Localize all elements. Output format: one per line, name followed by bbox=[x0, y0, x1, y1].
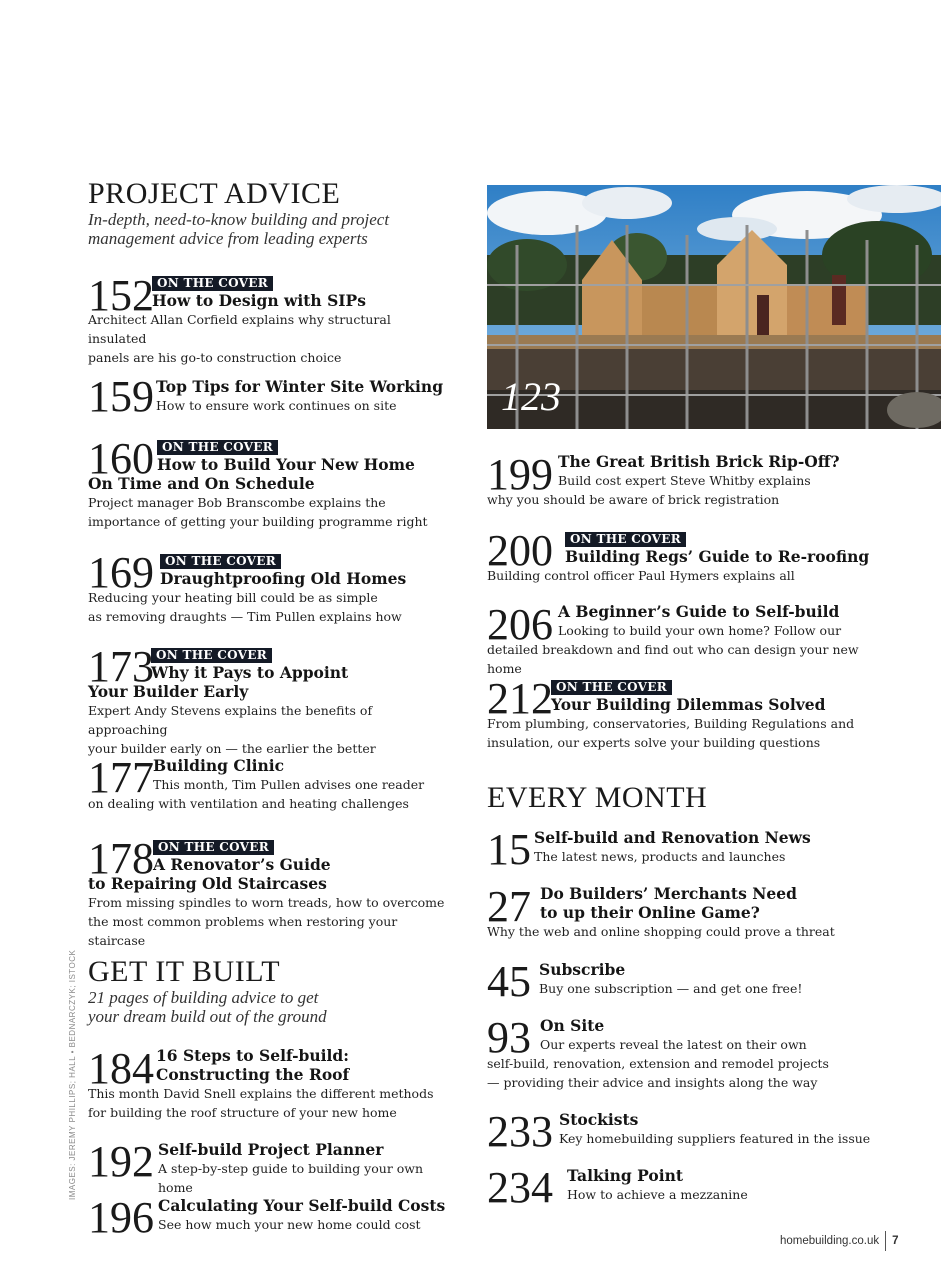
section-title-project-advice: PROJECT ADVICE bbox=[88, 177, 341, 210]
on-the-cover-badge: ON THE COVER bbox=[151, 648, 272, 663]
entry-description: why you should be aware of brick registration bbox=[487, 492, 780, 507]
entry-headline: Your Building Dilemmas Solved bbox=[551, 695, 826, 714]
page-number: 199 bbox=[487, 450, 553, 499]
contents-entry[interactable] bbox=[487, 825, 887, 874]
entry-headline: How to Build Your New Home bbox=[157, 455, 415, 474]
entry-description: detailed breakdown and find out who can design your new home bbox=[487, 642, 859, 676]
page-number-footer: 7 bbox=[892, 1235, 899, 1247]
entry-description: From missing spindles to worn treads, how to overcome bbox=[88, 895, 445, 910]
entry-headline: Subscribe bbox=[539, 960, 626, 979]
page-footer bbox=[780, 1231, 899, 1251]
entry-headline: Draughtproofing Old Homes bbox=[160, 569, 407, 588]
entry-description: Our experts reveal the latest on their own bbox=[540, 1037, 807, 1052]
entry-headline: Talking Point bbox=[567, 1166, 684, 1185]
entry-headline: Stockists bbox=[559, 1110, 639, 1129]
entry-headline: A Beginner’s Guide to Self-build bbox=[558, 602, 840, 621]
entry-headline: Your Builder Early bbox=[88, 682, 249, 701]
entry-headline: Top Tips for Winter Site Working bbox=[156, 377, 444, 396]
entry-description: Looking to build your own home? Follow our bbox=[558, 623, 842, 638]
page-number: 212 bbox=[487, 674, 553, 723]
entry-headline: On Time and On Schedule bbox=[88, 474, 315, 493]
entry-headline: A Renovator’s Guide bbox=[153, 855, 331, 874]
entry-description: From plumbing, conservatories, Building Regulations and bbox=[487, 716, 855, 731]
page-number: 206 bbox=[487, 600, 553, 649]
on-the-cover-badge: ON THE COVER bbox=[157, 440, 278, 455]
contents-entry[interactable] bbox=[88, 1137, 448, 1195]
entry-description: Reducing your heating bill could be as simple bbox=[88, 590, 378, 605]
entry-headline: Do Builders’ Merchants Need bbox=[540, 884, 797, 903]
entry-headline: Calculating Your Self-build Costs bbox=[158, 1196, 446, 1215]
page-number: 15 bbox=[487, 825, 531, 874]
entry-description: Architect Allan Corfield explains why structural insulated bbox=[88, 312, 391, 346]
contents-entry[interactable] bbox=[487, 600, 887, 676]
entry-description: — providing their advice and insights along the way bbox=[487, 1075, 818, 1090]
entry-description: How to achieve a mezzanine bbox=[567, 1187, 748, 1202]
entry-description: This month, Tim Pullen advises one reader bbox=[153, 777, 425, 792]
entry-headline: to up their Online Game? bbox=[540, 903, 760, 922]
right-column bbox=[487, 450, 887, 1212]
page-number: 184 bbox=[88, 1044, 154, 1093]
contents-entry[interactable] bbox=[487, 884, 887, 942]
entry-description: panels are his go-to construction choice bbox=[88, 350, 342, 365]
entry-headline: The Great British Brick Rip-Off? bbox=[558, 452, 840, 471]
on-the-cover-badge: ON THE COVER bbox=[565, 532, 686, 547]
entry-headline: Building Regs’ Guide to Re-roofing bbox=[565, 547, 870, 566]
page-number: 177 bbox=[88, 753, 154, 802]
entry-headline: Self-build Project Planner bbox=[158, 1140, 384, 1159]
entry-description: self-build, renovation, extension and remodel projects bbox=[487, 1056, 829, 1071]
entry-description: Project manager Bob Branscombe explains the bbox=[88, 495, 386, 510]
entry-description: your builder early on — the earlier the better bbox=[88, 741, 376, 756]
feature-photo[interactable] bbox=[487, 185, 941, 429]
entry-description: for building the roof structure of your new home bbox=[88, 1105, 397, 1120]
entry-description: as removing draughts — Tim Pullen explains how bbox=[88, 609, 402, 624]
contents-entry[interactable] bbox=[88, 271, 448, 365]
section-title-get-it-built: GET IT BUILT bbox=[88, 955, 281, 988]
image-credit: IMAGES: JEREMY PHILLIPS; HALL • BEDNARCZYK; ISTOCK bbox=[68, 949, 77, 1200]
contents-entry[interactable] bbox=[88, 550, 448, 622]
entry-headline: How to Design with SIPs bbox=[152, 291, 366, 310]
on-the-cover-badge: ON THE COVER bbox=[153, 840, 274, 855]
entry-description: Building control officer Paul Hymers explains all bbox=[487, 568, 795, 583]
entry-headline: Building Clinic bbox=[153, 756, 285, 775]
page-number: 169 bbox=[88, 548, 154, 597]
page-number: 233 bbox=[487, 1107, 553, 1156]
entry-headline: Constructing the Roof bbox=[156, 1065, 350, 1084]
entry-description: Key homebuilding suppliers featured in the issue bbox=[559, 1131, 871, 1146]
page-number: 178 bbox=[88, 834, 154, 883]
entry-headline: Why it Pays to Appoint bbox=[151, 663, 349, 682]
website-url[interactable]: homebuilding.co.uk bbox=[780, 1235, 880, 1247]
contents-entry[interactable] bbox=[487, 1013, 887, 1092]
page-number: 173 bbox=[88, 642, 154, 691]
entry-description: Expert Andy Stevens explains the benefits of approaching bbox=[88, 703, 373, 737]
entry-description: the most common problems when restoring your staircase bbox=[88, 914, 398, 948]
entry-description: Why the web and online shopping could prove a threat bbox=[487, 924, 835, 939]
contents-entry[interactable] bbox=[88, 753, 448, 814]
contents-entry[interactable] bbox=[88, 834, 448, 948]
entry-description: insulation, our experts solve your building questions bbox=[487, 735, 821, 750]
entry-headline: to Repairing Old Staircases bbox=[88, 874, 327, 893]
page-number: 192 bbox=[88, 1137, 154, 1186]
entry-description: This month David Snell explains the different methods bbox=[88, 1086, 434, 1101]
contents-entry[interactable] bbox=[88, 642, 448, 756]
page-number: 200 bbox=[487, 526, 553, 575]
page-number: 45 bbox=[487, 957, 531, 1006]
on-the-cover-badge: ON THE COVER bbox=[152, 276, 273, 291]
page-number: 160 bbox=[88, 434, 154, 483]
entry-headline: Self-build and Renovation News bbox=[534, 828, 811, 847]
contents-entry[interactable] bbox=[487, 1107, 887, 1156]
footer-divider bbox=[885, 1231, 886, 1251]
section-subtitle: your dream build out of the ground bbox=[88, 1007, 327, 1026]
on-the-cover-badge: ON THE COVER bbox=[160, 554, 281, 569]
entry-description: How to ensure work continues on site bbox=[156, 398, 397, 413]
page-number: 27 bbox=[487, 882, 531, 931]
page-number: 196 bbox=[88, 1193, 154, 1242]
page-number: 234 bbox=[487, 1163, 553, 1212]
page-number: 93 bbox=[487, 1013, 531, 1062]
page-number: 159 bbox=[88, 372, 154, 421]
entry-description: importance of getting your building programme right bbox=[88, 514, 428, 529]
contents-entry[interactable] bbox=[487, 452, 887, 510]
section-subtitle: 21 pages of building advice to get bbox=[88, 988, 319, 1007]
contents-entry[interactable] bbox=[88, 1046, 448, 1122]
contents-entry[interactable] bbox=[88, 372, 448, 421]
entry-description: Build cost expert Steve Whitby explains bbox=[558, 473, 811, 488]
entry-headline: 16 Steps to Self-build: bbox=[156, 1046, 349, 1065]
section-subtitle: management advice from leading experts bbox=[88, 229, 368, 248]
entry-description: Buy one subscription — and get one free! bbox=[539, 981, 803, 996]
contents-entry[interactable] bbox=[487, 957, 887, 1006]
contents-entry[interactable] bbox=[487, 528, 887, 584]
contents-entry[interactable] bbox=[88, 1193, 448, 1242]
page-number: 152 bbox=[88, 271, 154, 320]
entry-description: A step-by-step guide to building your own home bbox=[158, 1161, 424, 1195]
left-column bbox=[88, 177, 448, 1242]
section-title-every-month: EVERY MONTH bbox=[487, 781, 708, 814]
on-the-cover-badge: ON THE COVER bbox=[551, 680, 672, 695]
contents-entry[interactable] bbox=[88, 436, 448, 528]
photo-page-number: 123 bbox=[501, 374, 561, 419]
contents-entry[interactable] bbox=[487, 676, 887, 752]
entry-description: The latest news, products and launches bbox=[534, 849, 786, 864]
section-subtitle: In-depth, need-to-know building and project bbox=[88, 210, 390, 229]
contents-entry[interactable] bbox=[487, 1163, 887, 1212]
entry-description: on dealing with ventilation and heating challenges bbox=[88, 796, 409, 811]
entry-description: See how much your new home could cost bbox=[158, 1217, 421, 1232]
entry-headline: On Site bbox=[540, 1016, 605, 1035]
